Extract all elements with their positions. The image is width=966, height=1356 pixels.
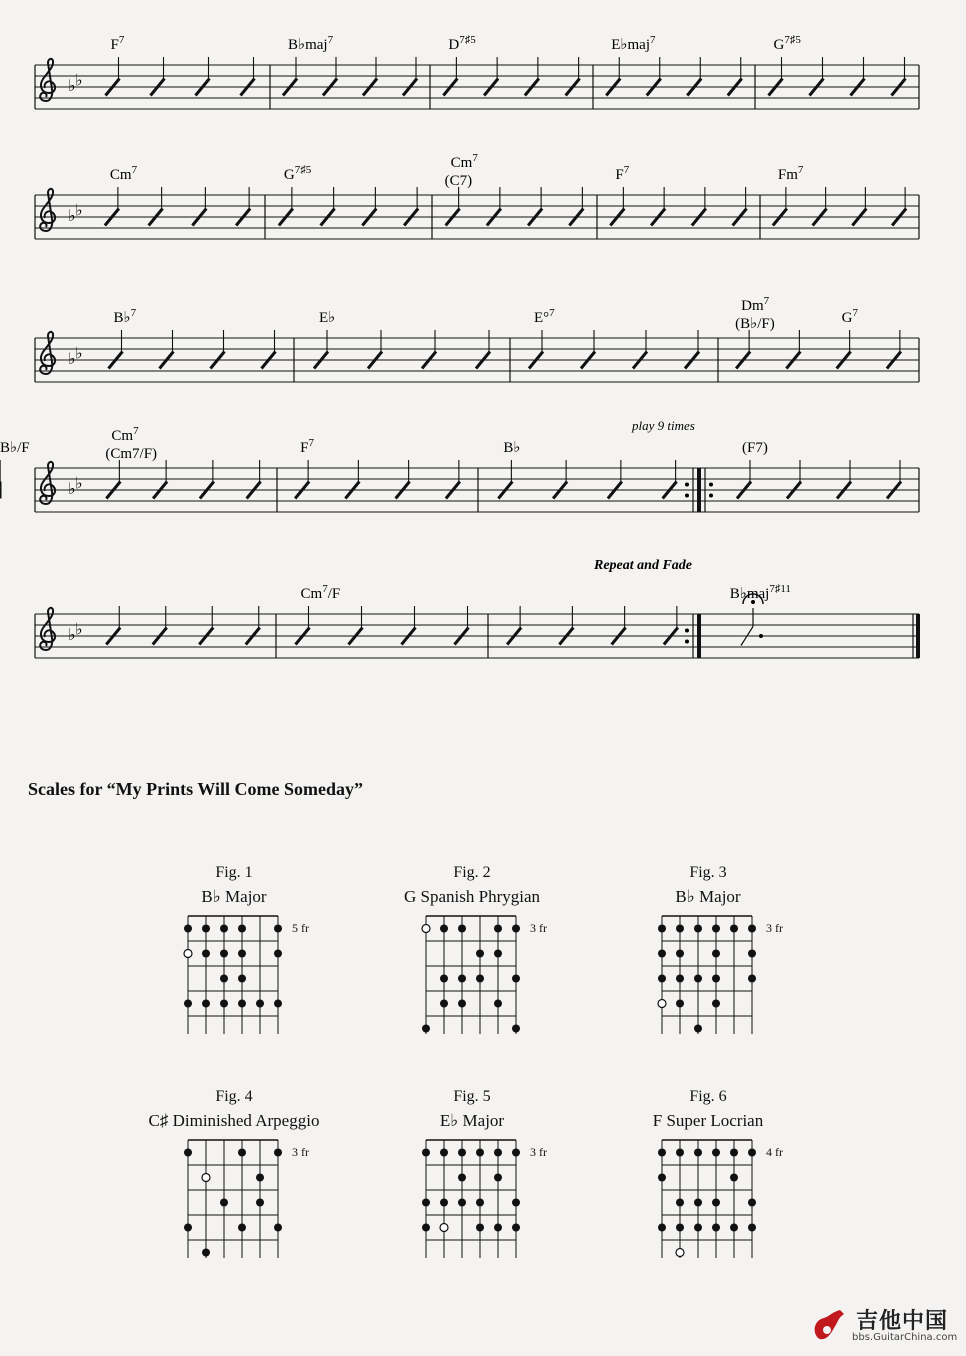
fret-position-label: 4 fr xyxy=(766,1144,783,1159)
chord-substitute: (B♭/F) xyxy=(735,316,775,332)
watermark xyxy=(806,1304,956,1348)
repeat-dot xyxy=(685,640,689,644)
chord-symbol: B♭ xyxy=(503,440,521,456)
repeat-dot xyxy=(709,494,713,498)
scale-note-dot xyxy=(658,975,666,983)
chord-substitute: (Cm7/F) xyxy=(105,446,158,462)
chord-symbol: E♭ xyxy=(319,310,336,326)
repeat-dot xyxy=(685,483,689,487)
scale-name: B♭ Major xyxy=(201,887,267,906)
scale-note-dot xyxy=(748,1224,756,1232)
fret-position-label: 5 fr xyxy=(292,920,309,935)
scale-note-dot xyxy=(476,950,484,958)
scale-note-dot xyxy=(458,1000,466,1008)
scale-note-dot xyxy=(274,925,282,933)
scale-note-dot xyxy=(458,1174,466,1182)
scale-note-dot xyxy=(184,1224,192,1232)
scale-note-dot xyxy=(676,1000,684,1008)
figure-number: Fig. 4 xyxy=(215,1088,253,1105)
chord-symbol: B♭maj$^{7♯11}$ xyxy=(729,583,791,602)
root-note-open-dot xyxy=(184,950,192,958)
flat-sign: ♭ xyxy=(75,473,83,493)
scale-note-dot xyxy=(422,1025,430,1033)
scale-note-dot xyxy=(658,1224,666,1232)
scale-note-dot xyxy=(512,925,520,933)
chord-symbol: $F^7$ xyxy=(615,164,630,183)
scale-note-dot xyxy=(238,1224,246,1232)
fade-instruction: Repeat and Fade xyxy=(594,558,692,573)
thick-barline xyxy=(697,468,701,512)
scale-note-dot xyxy=(712,925,720,933)
root-note-open-dot xyxy=(440,1224,448,1232)
scale-note-dot xyxy=(476,1224,484,1232)
scale-note-dot xyxy=(512,1025,520,1033)
watermark-url: bbs.GuitarChina.com xyxy=(852,1332,958,1343)
scale-note-dot xyxy=(712,1224,720,1232)
dot xyxy=(759,634,763,638)
scale-note-dot xyxy=(422,1224,430,1232)
scale-note-dot xyxy=(676,975,684,983)
scale-note-dot xyxy=(730,1174,738,1182)
scale-note-dot xyxy=(220,1000,228,1008)
scale-note-dot xyxy=(694,1025,702,1033)
scale-note-dot xyxy=(202,925,210,933)
scale-note-dot xyxy=(476,975,484,983)
scale-note-dot xyxy=(202,1249,210,1257)
scale-note-dot xyxy=(256,1174,264,1182)
scale-note-dot xyxy=(512,1149,520,1157)
root-note-open-dot xyxy=(676,1249,684,1257)
chord-symbol: E♭maj$^7$ xyxy=(611,34,656,53)
chord-symbol: $F^7$ xyxy=(300,437,314,456)
chord-symbol: Cm$^7$/F xyxy=(300,583,341,602)
scale-note-dot xyxy=(494,1224,502,1232)
root-note-open-dot xyxy=(658,1000,666,1008)
flat-sign: ♭ xyxy=(68,349,76,368)
scale-note-dot xyxy=(238,975,246,983)
thick-barline xyxy=(697,614,701,658)
scale-note-dot xyxy=(274,1000,282,1008)
scale-note-dot xyxy=(440,975,448,983)
figure-number: Fig. 6 xyxy=(689,1088,727,1105)
chord-symbol: $G^7$ xyxy=(841,307,858,326)
scale-note-dot xyxy=(712,975,720,983)
scale-note-dot xyxy=(694,1199,702,1207)
scale-note-dot xyxy=(440,1199,448,1207)
chord-symbol: B♭/F xyxy=(0,440,30,456)
scale-note-dot xyxy=(274,1224,282,1232)
flat-sign: ♭ xyxy=(75,70,83,90)
scale-note-dot xyxy=(494,1149,502,1157)
scale-note-dot xyxy=(274,1149,282,1157)
scale-diagram xyxy=(588,864,828,1074)
fret-position-label: 3 fr xyxy=(292,1144,309,1159)
figure-number: Fig. 1 xyxy=(215,864,253,881)
flat-sign: ♭ xyxy=(68,479,76,498)
chord-symbol: B♭maj$^7$ xyxy=(288,34,334,53)
scale-diagram xyxy=(352,864,592,1074)
scale-note-dot xyxy=(458,975,466,983)
scale-note-dot xyxy=(220,950,228,958)
chord-symbol: Cm$^7$ xyxy=(450,152,478,171)
scale-note-dot xyxy=(256,1000,264,1008)
watermark-name: 吉他中国 xyxy=(856,1309,949,1334)
scale-note-dot xyxy=(494,1174,502,1182)
chord-symbol: $G^{7♯5}$ xyxy=(283,164,312,183)
scale-note-dot xyxy=(748,950,756,958)
scale-note-dot xyxy=(730,1149,738,1157)
repeat-instruction: play 9 times xyxy=(632,418,695,433)
root-note-open-dot xyxy=(202,1174,210,1182)
scale-note-dot xyxy=(730,1224,738,1232)
fretboard-grid xyxy=(352,1088,592,1258)
scale-note-dot xyxy=(694,1224,702,1232)
scale-note-dot xyxy=(184,1000,192,1008)
scale-note-dot xyxy=(658,925,666,933)
scale-note-dot xyxy=(512,1224,520,1232)
scale-note-dot xyxy=(494,925,502,933)
scale-note-dot xyxy=(512,1199,520,1207)
scale-note-dot xyxy=(712,950,720,958)
scale-note-dot xyxy=(658,1149,666,1157)
scale-note-dot xyxy=(238,1149,246,1157)
scale-note-dot xyxy=(274,950,282,958)
flat-sign: ♭ xyxy=(68,206,76,225)
scale-note-dot xyxy=(676,1199,684,1207)
scale-note-dot xyxy=(748,925,756,933)
scale-note-dot xyxy=(458,1149,466,1157)
scale-note-dot xyxy=(658,950,666,958)
scale-note-dot xyxy=(458,1199,466,1207)
chord-symbol: Fm$^7$ xyxy=(777,164,804,183)
chord-symbol: (F7) xyxy=(742,440,768,456)
flat-sign: ♭ xyxy=(75,343,83,363)
scale-note-dot xyxy=(220,1199,228,1207)
fret-position-label: 3 fr xyxy=(530,920,547,935)
fretboard-grid xyxy=(588,1088,828,1258)
fret-position-label: 3 fr xyxy=(766,920,783,935)
fret-position-label: 3 fr xyxy=(530,1144,547,1159)
scale-note-dot xyxy=(184,925,192,933)
fretboard-grid xyxy=(588,864,828,1034)
flat-sign: ♭ xyxy=(68,76,76,95)
scale-note-dot xyxy=(730,925,738,933)
scale-note-dot xyxy=(440,1000,448,1008)
scale-name: F Super Locrian xyxy=(652,1111,764,1130)
flat-sign: ♭ xyxy=(68,625,76,644)
chord-symbol: $G^{7♯5}$ xyxy=(773,34,801,53)
scale-name: E♭ Major xyxy=(439,1111,505,1130)
scale-name: G Spanish Phrygian xyxy=(404,887,540,906)
scales-heading: Scales for “My Prints Will Come Someday” xyxy=(28,779,363,799)
figure-number: Fig. 5 xyxy=(453,1088,491,1105)
flat-sign: ♭ xyxy=(75,200,83,220)
root-note-open-dot xyxy=(422,925,430,933)
scale-note-dot xyxy=(694,975,702,983)
scale-note-dot xyxy=(422,1199,430,1207)
scale-note-dot xyxy=(658,1174,666,1182)
scale-note-dot xyxy=(238,1000,246,1008)
scale-note-dot xyxy=(238,950,246,958)
chord-substitute: (C7) xyxy=(444,173,473,189)
scale-diagram xyxy=(114,1088,354,1298)
scale-note-dot xyxy=(476,1199,484,1207)
scale-note-dot xyxy=(256,1199,264,1207)
scale-note-dot xyxy=(184,1149,192,1157)
chord-symbol: Dm$^7$ xyxy=(741,295,770,314)
scale-note-dot xyxy=(676,925,684,933)
scale-note-dot xyxy=(676,950,684,958)
scale-name: B♭ Major xyxy=(675,887,741,906)
scale-diagram xyxy=(352,1088,592,1298)
scale-note-dot xyxy=(748,975,756,983)
scale-note-dot xyxy=(440,1149,448,1157)
fretboard-grid xyxy=(352,864,592,1034)
scale-note-dot xyxy=(712,1199,720,1207)
chord-symbol: E°$^7$ xyxy=(534,307,555,326)
flat-sign: ♭ xyxy=(75,619,83,639)
scale-note-dot xyxy=(494,950,502,958)
repeat-dot xyxy=(709,483,713,487)
scale-note-dot xyxy=(712,1000,720,1008)
scale-note-dot xyxy=(202,950,210,958)
chord-symbol: B♭$^7$ xyxy=(113,307,137,326)
chord-symbol: $F^7$ xyxy=(110,34,125,53)
fretboard-grid xyxy=(114,864,354,1034)
scale-diagram xyxy=(114,864,354,1074)
scale-note-dot xyxy=(220,925,228,933)
scale-note-dot xyxy=(220,975,228,983)
chord-symbol: Cm$^7$ xyxy=(109,164,138,183)
scale-note-dot xyxy=(476,1149,484,1157)
scale-note-dot xyxy=(440,925,448,933)
figure-number: Fig. 3 xyxy=(689,864,727,881)
scale-note-dot xyxy=(512,975,520,983)
chord-symbol: Cm$^7$ xyxy=(111,425,139,444)
scale-diagram xyxy=(588,1088,828,1298)
scale-note-dot xyxy=(748,1199,756,1207)
scale-note-dot xyxy=(458,925,466,933)
figure-number: Fig. 2 xyxy=(453,864,491,881)
scale-note-dot xyxy=(202,1000,210,1008)
repeat-dot xyxy=(685,629,689,633)
repeat-dot xyxy=(685,494,689,498)
scale-note-dot xyxy=(676,1224,684,1232)
scale-note-dot xyxy=(676,1149,684,1157)
scale-note-dot xyxy=(694,1149,702,1157)
scale-note-dot xyxy=(422,1149,430,1157)
scale-note-dot xyxy=(748,1149,756,1157)
scale-note-dot xyxy=(712,1149,720,1157)
scale-name: C♯ Diminished Arpeggio xyxy=(148,1111,320,1130)
guitar-logo-icon xyxy=(810,1308,850,1344)
fretboard-grid xyxy=(114,1088,354,1258)
scale-note-dot xyxy=(694,925,702,933)
scale-note-dot xyxy=(238,925,246,933)
final-barline-thick xyxy=(916,614,920,658)
scale-note-dot xyxy=(494,1000,502,1008)
chord-symbol: $D^{7♯5}$ xyxy=(448,34,476,53)
